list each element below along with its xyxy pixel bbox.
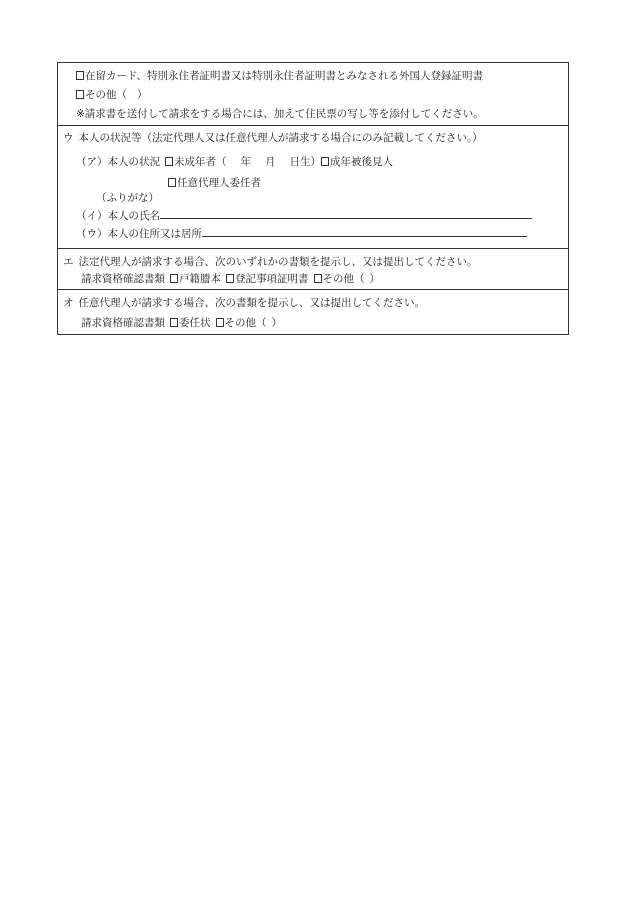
furigana-label: （ふりがな） bbox=[96, 192, 159, 204]
principal-address-field[interactable] bbox=[202, 225, 527, 237]
legal-other-checkbox[interactable] bbox=[314, 274, 322, 283]
other-document-label: その他（ bbox=[85, 89, 127, 101]
proxy-letter-checkbox[interactable] bbox=[170, 318, 178, 327]
legal-docs-row bbox=[81, 272, 380, 286]
principal-status-heading-text: 本人の状況等（法定代理人又は任意代理人が請求する場合にのみ記載してください。） bbox=[78, 132, 483, 144]
adult-ward-label: 成年被後見人 bbox=[330, 156, 393, 168]
adult-ward-checkbox[interactable] bbox=[321, 157, 329, 166]
registry-certificate-label: 登記事項証明書 bbox=[235, 273, 309, 285]
legal-other-label: その他（ bbox=[322, 273, 365, 285]
voluntary-principal-checkbox[interactable] bbox=[168, 178, 176, 187]
principal-status-label: （ア）本人の状況 bbox=[76, 156, 160, 168]
voluntary-principal-label: 任意代理人委任者 bbox=[177, 177, 261, 189]
legal-representative-heading-text: 法定代理人が請求する場合、次のいずれかの書類を提示し、又は提出してください。 bbox=[78, 256, 478, 268]
principal-status-row bbox=[76, 155, 393, 169]
principal-name-field[interactable] bbox=[160, 207, 532, 219]
registry-certificate-checkbox[interactable] bbox=[226, 274, 234, 283]
principal-address-label: （ウ）本人の住所又は居所 bbox=[76, 228, 202, 240]
residence-card-label: 在留カード、特別永住者証明書又は特別永住者証明書とみなされる外国人登録証明書 bbox=[85, 70, 484, 82]
minor-checkbox[interactable] bbox=[165, 157, 173, 166]
request-form-box bbox=[57, 62, 569, 335]
legal-representative-heading bbox=[63, 255, 478, 269]
voluntary-other-close: ） bbox=[271, 317, 282, 329]
legal-other-close: ） bbox=[369, 273, 380, 285]
principal-status-section bbox=[58, 125, 568, 248]
voluntary-principal-row bbox=[168, 176, 261, 190]
voluntary-agent-heading bbox=[63, 296, 425, 310]
mail-request-note: ※請求書を送付して請求をする場合には、加えて住民票の写し等を添付してください。 bbox=[76, 108, 484, 120]
residence-card-checkbox[interactable] bbox=[76, 71, 84, 80]
voluntary-other-checkbox[interactable] bbox=[216, 318, 224, 327]
principal-name-row bbox=[76, 207, 532, 223]
voluntary-agent-heading-text: 任意代理人が請求する場合、次の書類を提示し、又は提出してください。 bbox=[78, 297, 425, 309]
koseki-checkbox[interactable] bbox=[170, 274, 178, 283]
birth-day-label: 日生） bbox=[289, 156, 321, 168]
voluntary-docs-row bbox=[81, 316, 282, 330]
birth-year-label: 年 bbox=[240, 156, 251, 168]
koseki-label: 戸籍謄本 bbox=[179, 273, 221, 285]
principal-address-row bbox=[76, 225, 527, 241]
section-mark-u: ウ bbox=[63, 132, 74, 144]
section-mark-o: オ bbox=[63, 297, 74, 309]
section-mark-e: エ bbox=[63, 256, 74, 268]
other-document-close: ） bbox=[137, 89, 148, 101]
principal-status-heading bbox=[63, 131, 483, 145]
residence-card-row bbox=[76, 69, 483, 83]
birth-month-label: 月 bbox=[265, 156, 276, 168]
legal-representative-section bbox=[58, 248, 568, 289]
identity-document-section bbox=[58, 63, 568, 125]
voluntary-docs-label: 請求資格確認書類 bbox=[81, 317, 165, 329]
proxy-letter-label: 委任状 bbox=[179, 317, 211, 329]
legal-docs-label: 請求資格確認書類 bbox=[81, 273, 165, 285]
voluntary-other-label: その他（ bbox=[224, 317, 267, 329]
minor-label: 未成年者（ bbox=[174, 156, 227, 168]
other-document-row bbox=[76, 88, 148, 102]
principal-name-label: （イ）本人の氏名 bbox=[76, 210, 160, 222]
other-document-checkbox[interactable] bbox=[76, 90, 84, 99]
voluntary-agent-section bbox=[58, 289, 568, 335]
